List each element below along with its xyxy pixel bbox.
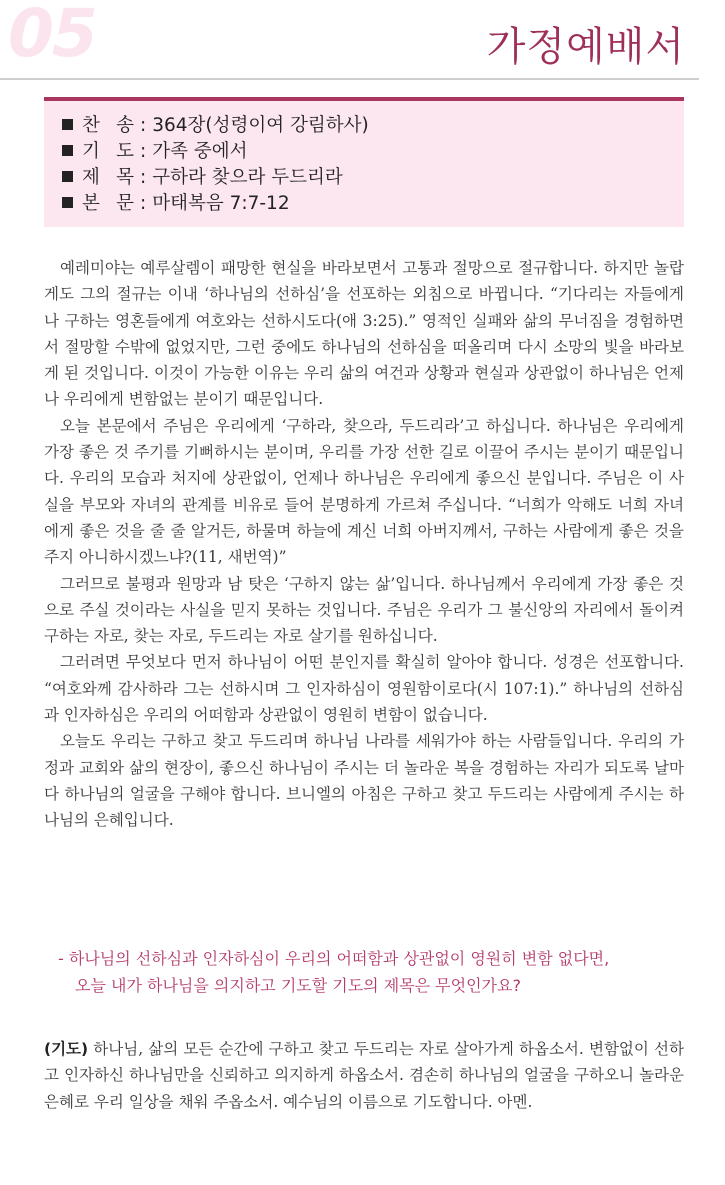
square-bullet-icon — [62, 145, 73, 156]
sermon-body — [44, 255, 684, 834]
title-divider — [0, 78, 699, 80]
info-colon: : — [140, 115, 147, 136]
info-label: 제 목 — [82, 167, 134, 188]
info-value: 마태복음 7:7-12 — [152, 193, 290, 214]
page-number: 05 — [8, 0, 96, 72]
worship-info-list — [62, 113, 369, 217]
page-title: 가정예배서 — [486, 24, 685, 70]
info-label: 기 도 — [82, 141, 134, 162]
info-row-subject — [62, 165, 369, 191]
info-colon: : — [140, 193, 147, 214]
reflection-question — [58, 945, 698, 999]
info-box-top-bar — [44, 97, 684, 101]
square-bullet-icon — [62, 119, 73, 130]
question-line: 오늘 내가 하나님을 의지하고 기도할 기도의 제목은 무엇인가요? — [75, 976, 521, 995]
info-label: 본 문 — [82, 193, 134, 214]
prayer-label: (기도) — [44, 1040, 89, 1058]
prayer-text: 하나님, 삶의 모든 순간에 구하고 찾고 두드리는 자로 살아가게 하옵소서. 변함없이 선하고 인자하신 하나님만을 신뢰하고 의지하게 하옵소서. 겸손히 하나님의 얼굴을 구하오니 놀라운 은혜로 우리 일상을 채워 주옵소서. 예수님의 이름으로 기도합니다. 아멘. — [44, 1040, 684, 1111]
square-bullet-icon — [62, 197, 73, 208]
square-bullet-icon — [62, 171, 73, 182]
paragraph: 예레미야는 예루살렘이 패망한 현실을 바라보면서 고통과 절망으로 절규합니다. 하지만 놀랍게도 그의 절규는 이내 ‘하나님의 선하심’을 선포하는 외침으로 바뀝니다. “기다리는 자들에게나 구하는 영혼들에게 여호와는 선하시도다(애 3:25).” 영적인 실패와 삶의 무너짐을 경험하면서 절망할 수밖에 없었지만, 그런 중에도 하나님의 선하심을 떠올리며 다시 소망의 빛을 바라보게 된 것입니다. 이것이 가능한 이유는 우리 삶의 여건과 상황과 현실과 상관없이 하나님은 언제나 우리에게 변함없는 분이기 때문입니다. — [44, 259, 684, 409]
info-value: 364장(성령이여 강림하사) — [152, 115, 369, 136]
question-line: - 하나님의 선하심과 인자하심이 우리의 어떠함과 상관없이 영원히 변함 없다면, — [58, 949, 610, 968]
info-row-scripture — [62, 191, 369, 217]
info-label: 찬 송 — [82, 115, 134, 136]
closing-prayer — [44, 1036, 684, 1115]
info-value: 가족 중에서 — [152, 141, 248, 162]
paragraph: 오늘도 우리는 구하고 찾고 두드리며 하나님 나라를 세워가야 하는 사람들입니다. 우리의 가정과 교회와 삶의 현장이, 좋으신 하나님이 주시는 더 놀라운 복을 경험하는 자리가 되도록 날마다 하나님의 얼굴을 구해야 합니다. 브니엘의 아침은 구하고 찾고 두드리는 사람에게 주시는 하나님의 은혜입니다. — [44, 732, 684, 830]
paragraph: 그러려면 무엇보다 먼저 하나님이 어떤 분인지를 확실히 알아야 합니다. 성경은 선포합니다. “여호와께 감사하라 그는 선하시며 그 인자하심이 영원함이로다(시 107:1).” 하나님의 선하심과 인자하심은 우리의 어떠함과 상관없이 영원히 변함이 없습니다. — [44, 653, 684, 725]
paragraph: 그러므로 불평과 원망과 남 탓은 ‘구하지 않는 삶’입니다. 하나님께서 우리에게 가장 좋은 것으로 주실 것이라는 사실을 믿지 못하는 것입니다. 주님은 우리가 그 불신앙의 자리에서 돌이켜 구하는 자로, 찾는 자로, 두드리는 자로 살기를 원하십니다. — [44, 574, 684, 646]
paragraph: 오늘 본문에서 주님은 우리에게 ‘구하라, 찾으라, 두드리라’고 하십니다. 하나님은 우리에게 가장 좋은 것 주기를 기뻐하시는 분이며, 우리를 가장 선한 길로 이끌어 주시는 분이기 때문입니다. 우리의 모습과 처지에 상관없이, 언제나 하나님은 우리에게 좋으신 분입니다. 주님은 이 사실을 부모와 자녀의 관계를 비유로 들어 분명하게 가르쳐 주십니다. “너희가 악해도 너희 자녀에게 좋은 것을 줄 줄 알거든, 하물며 하늘에 계신 너희 아버지께서, 구하는 사람에게 좋은 것을 주지 아니하시겠느냐?(11, 새번역)” — [44, 416, 684, 567]
info-value: 구하라 찾으라 두드리라 — [152, 167, 343, 188]
info-row-hymn — [62, 113, 369, 139]
info-row-prayer — [62, 139, 369, 165]
info-colon: : — [140, 141, 147, 162]
info-colon: : — [140, 167, 147, 188]
